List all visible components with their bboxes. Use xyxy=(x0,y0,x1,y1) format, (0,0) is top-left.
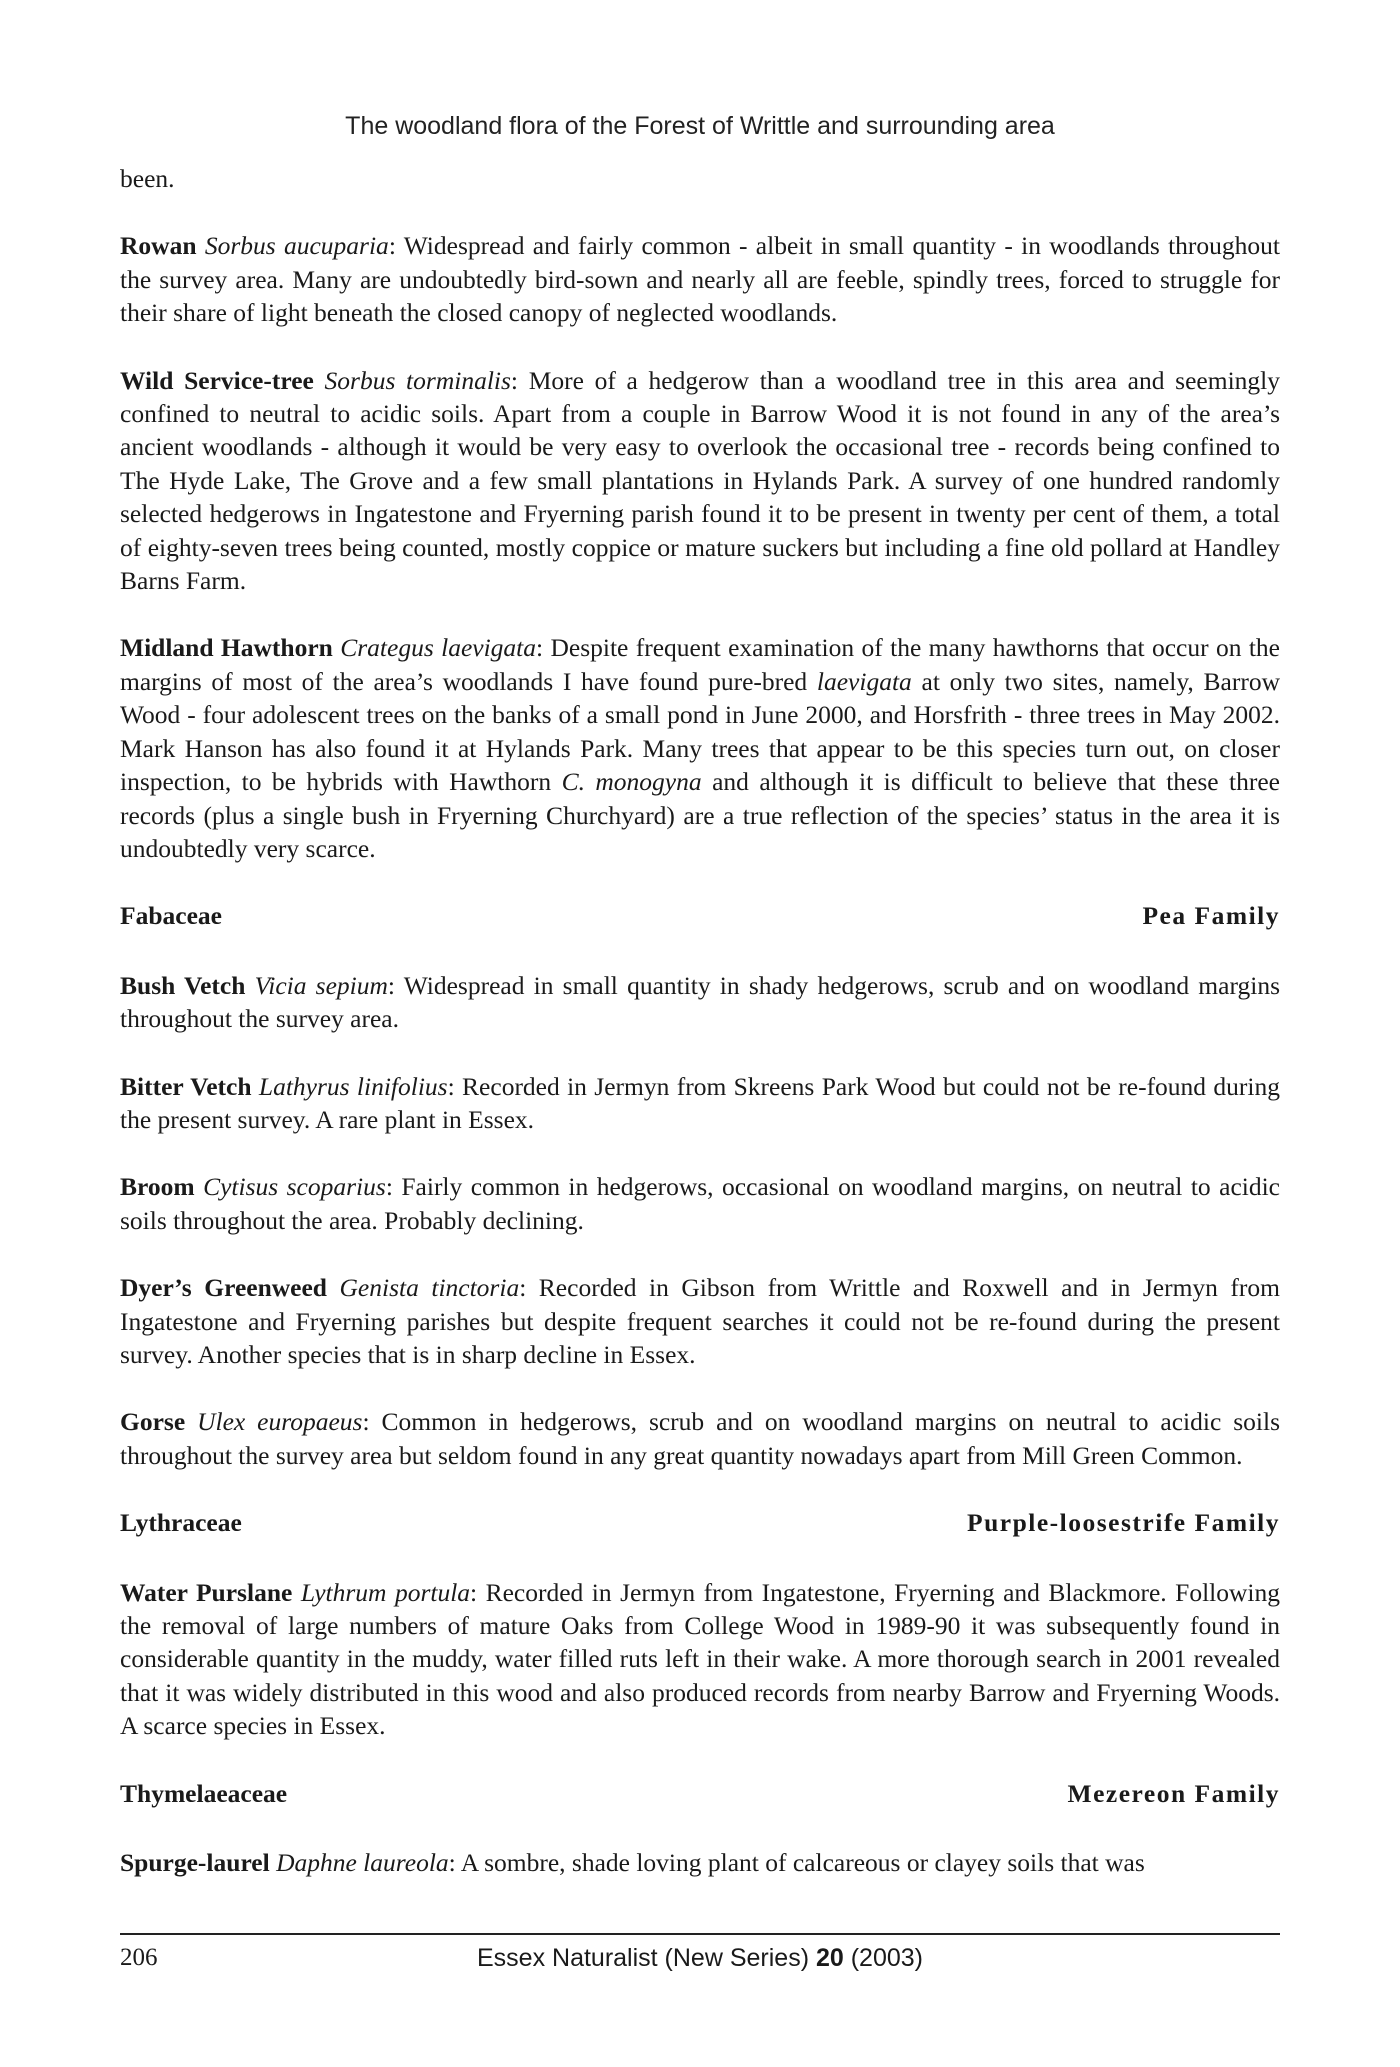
species-common-name: Rowan xyxy=(120,231,197,261)
species-common-name: Broom xyxy=(120,1172,195,1202)
entry-midland-hawthorn xyxy=(120,631,1280,865)
species-latin-name: Ulex europaeus xyxy=(197,1407,363,1437)
species-description: : Recorded in Jermyn from Skreens Park Wood but could not be re-found during the present survey. A rare plant in Essex. xyxy=(120,1071,1280,1134)
family-common-name: Pea Family xyxy=(1142,901,1280,931)
species-description: : More of a hedgerow than a woodland tree in this area and seemingly confined to neutral to acidic soils. Apart from a couple in Barrow Wood it is not found in any of the area’s ancient woodlands - although it would be very easy to overlook the occasional tree - records being confined to The Hyde Lake, The Grove and a few small plantations in Hylands Park. A survey of one hundred randomly selected hedgerows in Ingatestone and Fryerning parish found it to be present in twenty per cent of them, a total of eighty-seven trees being counted, mostly coppice or mature suckers but including a fine old pollard at Handley Barns Farm. xyxy=(120,365,1280,596)
footer-rule xyxy=(120,1933,1280,1935)
species-latin-inline: C. monogyna xyxy=(561,767,702,797)
species-latin-name: Daphne laureola xyxy=(276,1848,449,1878)
entry-water-purslane xyxy=(120,1576,1280,1743)
journal-title: Essex Naturalist (New Series) xyxy=(476,1944,816,1972)
species-description-cont: at only two sites, namely, Barrow Wood - four adolescent trees on the banks of a small pond in June 2000, and Horsfrith - three trees in May 2002. Mark Hanson has also found it at Hylands Park. Many trees that appear to be this species turn out, on closer inspection, to be hybrids with Hawthorn xyxy=(120,666,1280,797)
carryover-text: been. xyxy=(120,164,175,193)
species-latin-name: Crategus laevigata xyxy=(340,633,537,663)
species-description: : Recorded in Gibson from Writtle and Roxwell and in Jermyn from Ingatestone and Fryerning parishes but despite frequent searches it could not be re-found during the present survey. Another species that is in sharp decline in Essex. xyxy=(120,1273,1280,1369)
species-latin-name: Lathyrus linifolius xyxy=(258,1071,448,1101)
entry-dyers-greenweed xyxy=(120,1271,1280,1371)
species-description: : Fairly common in hedgerows, occasional on woodland margins, on neutral to acidic soils throughout the area. Probably declining. xyxy=(120,1172,1280,1235)
entry-wild-service-tree xyxy=(120,364,1280,598)
family-scientific-name: Thymelaeaceae xyxy=(120,1778,288,1808)
species-common-name: Dyer’s Greenweed xyxy=(120,1273,327,1303)
species-description-cont: and although it is difficult to believe that these three records (plus a single bush in Fryerning Churchyard) are a true reflection of the species’ status in the area it is undoubtedly very scarce. xyxy=(120,767,1281,863)
journal-volume: 20 xyxy=(815,1944,844,1972)
species-latin-name: Cytisus scoparius xyxy=(203,1172,386,1202)
entry-rowan xyxy=(120,229,1280,329)
journal-year: (2003) xyxy=(843,1944,923,1972)
family-heading-lythraceae xyxy=(120,1506,1280,1539)
entry-spurge-laurel xyxy=(120,1846,1280,1879)
species-common-name: Wild Service-tree xyxy=(120,365,314,395)
family-common-name: Purple-loosestrife Family xyxy=(967,1508,1280,1538)
species-latin-name: Genista tinctoria xyxy=(339,1273,520,1303)
species-common-name: Spurge-laurel xyxy=(120,1848,270,1878)
species-description: : Despite frequent examination of the many hawthorns that occur on the margins of most of the area’s woodlands I have found pure-bred xyxy=(120,633,1280,696)
species-description: : A sombre, shade loving plant of calcareous or clayey soils that was xyxy=(448,1848,1145,1878)
species-latin-inline: laevigata xyxy=(816,666,912,696)
running-header: The woodland flora of the Forest of Writtle and surrounding area xyxy=(345,112,1055,140)
journal-citation xyxy=(120,1944,1280,1973)
family-scientific-name: Fabaceae xyxy=(120,901,222,931)
family-heading-fabaceae xyxy=(120,899,1280,932)
species-common-name: Gorse xyxy=(120,1407,186,1437)
page-number: 206 xyxy=(120,1944,158,1971)
species-description: : Widespread in small quantity in shady hedgerows, scrub and on woodland margins throughout the survey area. xyxy=(120,970,1280,1034)
entry-gorse xyxy=(120,1405,1280,1472)
species-latin-name: Lythrum portula xyxy=(300,1577,471,1607)
species-latin-name: Sorbus aucuparia xyxy=(204,231,389,261)
entry-bitter-vetch xyxy=(120,1070,1280,1137)
family-scientific-name: Lythraceae xyxy=(120,1508,242,1538)
family-common-name: Mezereon Family xyxy=(1067,1778,1280,1808)
species-description: : Common in hedgerows, scrub and on woodland margins on neutral to acidic soils throughout the survey area but seldom found in any great quantity nowadays apart from Mill Green Common. xyxy=(120,1407,1280,1470)
page-footer xyxy=(120,1944,1280,1980)
family-heading-thymelaeaceae xyxy=(120,1777,1280,1810)
species-latin-name: Vicia sepium xyxy=(254,970,388,1000)
entry-broom xyxy=(120,1170,1280,1237)
species-common-name: Bush Vetch xyxy=(120,970,246,1000)
species-common-name: Midland Hawthorn xyxy=(120,633,333,663)
species-common-name: Water Purslane xyxy=(120,1577,293,1607)
entry-bush-vetch xyxy=(120,969,1280,1036)
species-latin-name: Sorbus torminalis xyxy=(324,365,511,395)
species-description: : Recorded in Jermyn from Ingatestone, Fryerning and Blackmore. Following the removal of large numbers of mature Oaks from College Wood in 1989-90 it was subsequently found in considerable quantity in the muddy, water filled ruts left in their wake. A more thorough search in 2001 revealed that it was widely distributed in this wood and also produced records from nearby Barrow and Fryerning Woods. A scarce species in Essex. xyxy=(120,1577,1280,1741)
body-text xyxy=(120,162,1280,1913)
species-description: : Widespread and fairly common - albeit in small quantity - in woodlands throughout the survey area. Many are undoubtedly bird-sown and nearly all are feeble, spindly trees, forced to struggle for their share of light beneath the closed canopy of neglected woodlands. xyxy=(120,231,1280,328)
species-common-name: Bitter Vetch xyxy=(120,1071,252,1101)
